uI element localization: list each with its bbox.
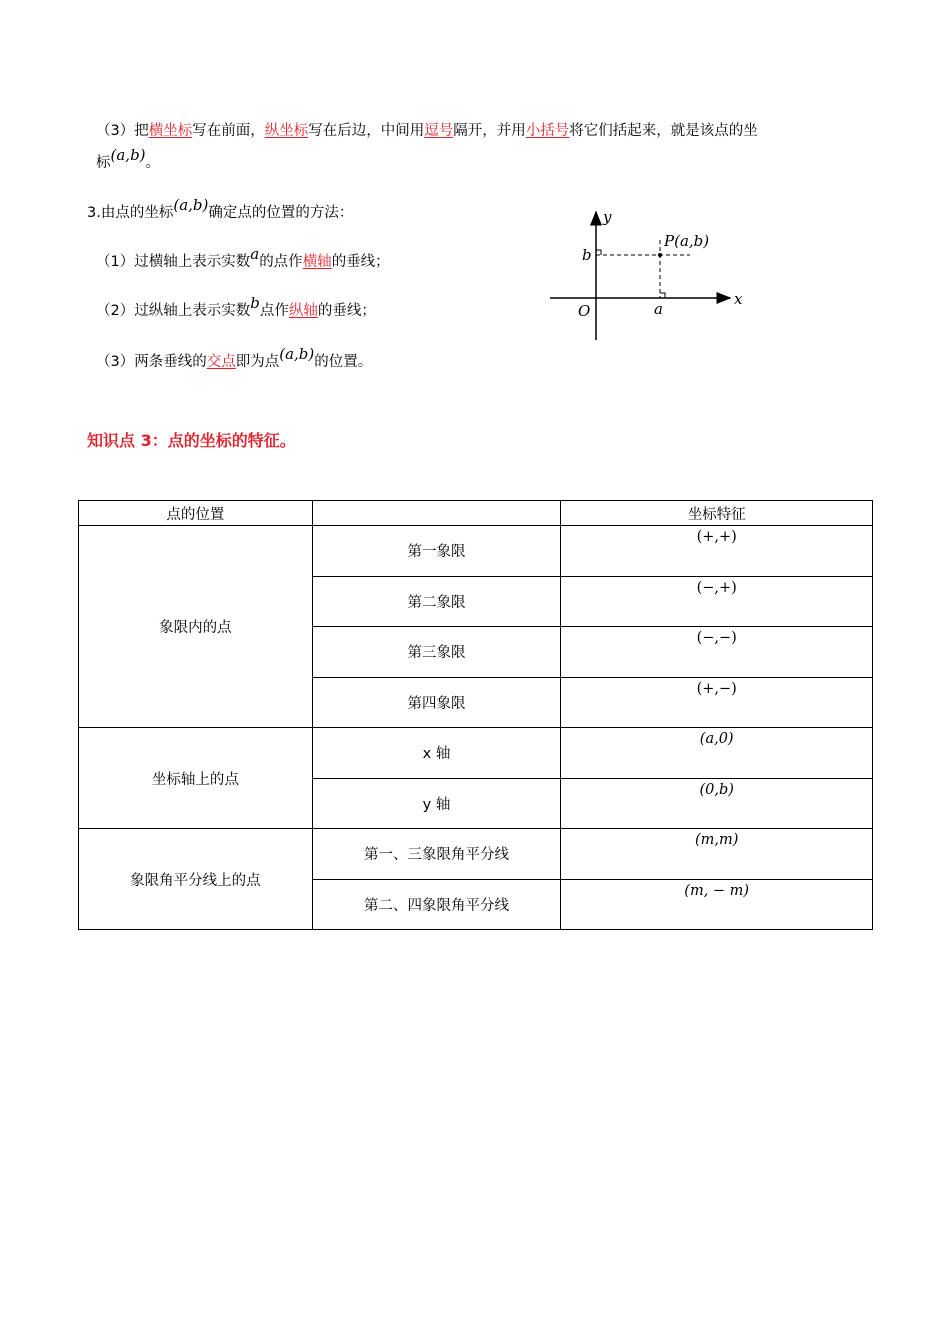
math-ab: (a,b): [173, 196, 209, 214]
math-ab: (a,b): [110, 146, 146, 164]
b-label: b: [582, 246, 592, 264]
table-row: [79, 526, 873, 577]
value-cell: [561, 627, 873, 678]
table-header-cell: 点的位置: [79, 501, 313, 526]
step3-text: 写在后边，中间用: [308, 123, 425, 139]
coordinate-features-table: [78, 500, 873, 930]
value-cell: [561, 677, 873, 728]
step3-line1: [96, 121, 758, 141]
value-text: (+,+): [696, 529, 737, 545]
coordinate-diagram: [540, 200, 760, 350]
value-cell: [561, 778, 873, 829]
sub-cell: 第一、三象限角平分线: [312, 829, 561, 880]
step-text: 点作: [259, 303, 289, 319]
method-step-1: [96, 245, 390, 272]
method-title: [87, 196, 354, 223]
term-y-axis: 纵轴: [288, 303, 318, 319]
term-parentheses: 小括号: [525, 123, 570, 139]
group-cell: 象限内的点: [79, 526, 313, 728]
value-text: (a,0): [699, 731, 734, 747]
value-cell: [561, 728, 873, 779]
x-axis-label: x: [734, 290, 743, 308]
step-text: 的位置。: [314, 354, 373, 370]
step3-text: 隔开，并用: [453, 123, 526, 139]
step3-line2: [96, 146, 161, 173]
value-cell: [561, 829, 873, 880]
table-header-cell: 坐标特征: [561, 501, 873, 526]
step3-text: 标: [96, 155, 111, 171]
value-text: (0,b): [699, 781, 734, 798]
section-heading: 知识点 3：点的坐标的特征。: [87, 431, 296, 450]
table-header-row: [79, 501, 873, 526]
step-text: 的垂线；: [317, 303, 376, 319]
sub-cell: y 轴: [312, 778, 561, 829]
step-text: （3）两条垂线的: [96, 354, 207, 370]
step3-text: 。: [145, 155, 161, 171]
term-intersection: 交点: [206, 354, 236, 370]
value-text: (+,−): [696, 680, 737, 697]
step3-text: 将它们括起来，就是该点的坐: [569, 123, 758, 139]
term-comma: 逗号: [424, 123, 454, 139]
math-a: a: [250, 245, 260, 263]
step-text: 即为点: [235, 354, 280, 370]
term-abscissa: 横坐标: [148, 123, 193, 139]
point-p: [658, 253, 662, 257]
sub-cell: 第三象限: [312, 627, 561, 678]
group-cell: 象限角平分线上的点: [79, 829, 313, 930]
method-step-3: [96, 345, 373, 372]
method-step-2: [96, 294, 376, 321]
step3-prefix: （3）把: [96, 123, 149, 139]
value-text: (−,+): [696, 579, 737, 596]
table-row: [79, 829, 873, 880]
group-cell: 坐标轴上的点: [79, 728, 313, 829]
y-axis-label: y: [603, 208, 612, 226]
value-cell: [561, 526, 873, 577]
term-x-axis: 横轴: [302, 254, 332, 270]
sub-cell: 第四象限: [312, 677, 561, 728]
value-text: (m, − m): [684, 882, 750, 899]
value-text: (m,m): [694, 832, 739, 848]
method-title-text: 确定点的位置的方法：: [208, 205, 354, 221]
sub-cell: 第二、四象限角平分线: [312, 879, 561, 930]
step-text: 的点作: [259, 254, 303, 270]
point-label: P(a,b): [664, 232, 710, 250]
term-ordinate: 纵坐标: [264, 123, 309, 139]
step-text: （1）过横轴上表示实数: [96, 254, 251, 270]
sub-cell: 第二象限: [312, 576, 561, 627]
step-text: （2）过纵轴上表示实数: [96, 303, 251, 319]
sub-cell: x 轴: [312, 728, 561, 779]
math-ab: (a,b): [279, 345, 315, 363]
value-cell: [561, 576, 873, 627]
table-header-cell: [312, 501, 561, 526]
value-cell: [561, 879, 873, 930]
step-text: 的垂线；: [331, 254, 390, 270]
method-title-text: 3.由点的坐标: [87, 205, 174, 221]
table-row: [79, 728, 873, 779]
step3-text: 写在前面，: [192, 123, 265, 139]
math-b: b: [250, 294, 260, 312]
origin-label: O: [578, 302, 591, 320]
value-text: (−,−): [696, 630, 737, 646]
a-label: a: [654, 300, 663, 318]
sub-cell: 第一象限: [312, 526, 561, 577]
